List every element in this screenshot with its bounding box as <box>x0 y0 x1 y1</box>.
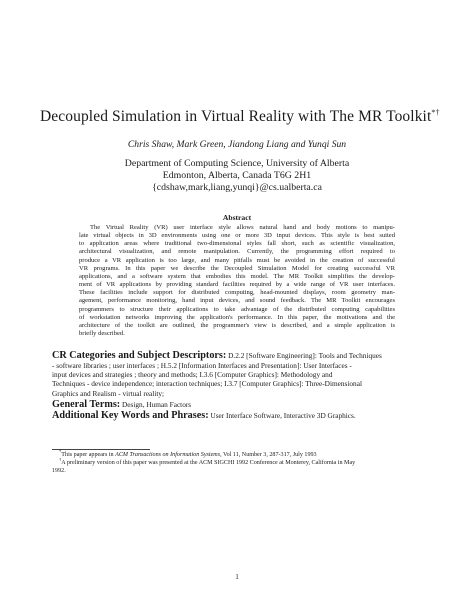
affiliation-department: Department of Computing Science, University of Alberta <box>124 158 350 169</box>
general-terms-text: Design, Human Factors <box>122 400 192 409</box>
keywords-section <box>52 410 356 421</box>
cr-categories-section <box>52 350 422 398</box>
abstract-line: architectural visualization, and remote manipulation. Currently, the programming effort required to <box>79 248 395 256</box>
abstract-line: applications, and a software system that embodies this model. The MR Toolkit simplifies the develop- <box>79 272 395 280</box>
cr-line: Techniques - device independence; interaction techniques; I.3.7 [Computer Graphics]: Three-Dimensional <box>52 379 362 389</box>
footnote-2-mark: † <box>59 456 62 462</box>
footnotes <box>52 449 424 476</box>
affiliation-emails: {cdshaw,mark,liang,yunqi}@cs.ualberta.ca <box>152 182 322 193</box>
cr-line: input devices and strategies ; theory and methods; I.3.6 [Computer Graphics]: Methodology and <box>52 370 333 380</box>
footnote-1-mark: * <box>59 449 62 454</box>
abstract-line: architecture of the toolkit are outlined, the programmer's view is described, and a simple application is <box>79 321 395 329</box>
footnote-1-journal: ACM Transactions on Information Systems <box>115 452 221 459</box>
abstract-line: briefly described. <box>79 330 125 338</box>
abstract-line: produce a VR application is too large, and many pitfalls must be avoided in the creation of successful <box>79 256 395 264</box>
cr-line: - software libraries ; user interfaces ; H.5.2 [Information Interfaces and Presentation]: User Interfaces - <box>52 361 352 370</box>
abstract-line: to application areas where traditional two-dimensional styles fall short, such as scientific visualization, <box>79 240 395 248</box>
abstract-line: ment of VR applications by providing standard facilities required by a wide range of VR user interfaces. <box>79 281 395 289</box>
cr-line: D.2.2 [Software Engineering]: Tools and Techniques <box>228 351 382 360</box>
abstract-line: of workstation networks improving the application's performance. In this paper, the motivations and the <box>79 313 395 321</box>
abstract-line: programmers to structure their applications to take advantage of the distributed computing capabilities <box>79 305 395 313</box>
abstract-line: These facilities include support for distributed computing, head-mounted displays, room geometry man- <box>79 289 395 297</box>
footnote-1 <box>52 449 424 460</box>
footnote-1-text: This paper appears in <box>61 452 116 459</box>
abstract-line: VR programs. In this paper we describe the Decoupled Simulation Model for creating successful VR <box>79 264 395 272</box>
title-text: Decoupled Simulation in Virtual Reality with The MR Toolkit <box>40 108 432 126</box>
keywords-heading: Additional Key Words and Phrases: <box>52 410 209 421</box>
affiliation-address: Edmonton, Alberta, Canada T6G 2H1 <box>162 170 312 181</box>
title-footnote-marks: *† <box>431 108 440 117</box>
abstract-line: The Virtual Reality (VR) user interface style allows natural hand and body motions to manipu- <box>90 224 395 231</box>
keywords-text: User Interface Software, Interactive 3D Graphics. <box>210 411 356 420</box>
footnote-rule <box>52 449 150 450</box>
general-terms-heading: General Terms: <box>52 399 121 410</box>
affiliation-block <box>40 158 434 194</box>
cr-first-line <box>52 350 422 361</box>
general-terms-section <box>52 399 191 410</box>
abstract-body <box>79 224 395 338</box>
cr-line: Graphics and Realism - virtual reality; <box>52 388 165 398</box>
author-list: Chris Shaw, Mark Green, Jiandong Liang and Yunqi Sun <box>127 139 347 150</box>
abstract-line: late virtual objects in 3D environments using one or more 3D input devices. This style is best suited <box>79 232 395 240</box>
abstract-line: agement, performance monitoring, hand input devices, and sound feedback. The MR Toolkit encourages <box>79 297 395 305</box>
cr-heading: CR Categories and Subject Descriptors: <box>52 350 227 361</box>
footnote-1-rest: , Vol 11, Number 3, 287-317, July 1993 <box>220 452 317 459</box>
footnote-2-continuation: 1992. <box>52 467 66 474</box>
abstract-heading: Abstract <box>222 213 252 222</box>
footnote-2 <box>52 456 424 468</box>
page-number: 1 <box>235 573 239 581</box>
footnote-2-line: A preliminary version of this paper was presented at the ACM SIGCHI 1992 Conference at Monterey, California in May <box>61 459 356 466</box>
paper-title <box>40 108 440 126</box>
